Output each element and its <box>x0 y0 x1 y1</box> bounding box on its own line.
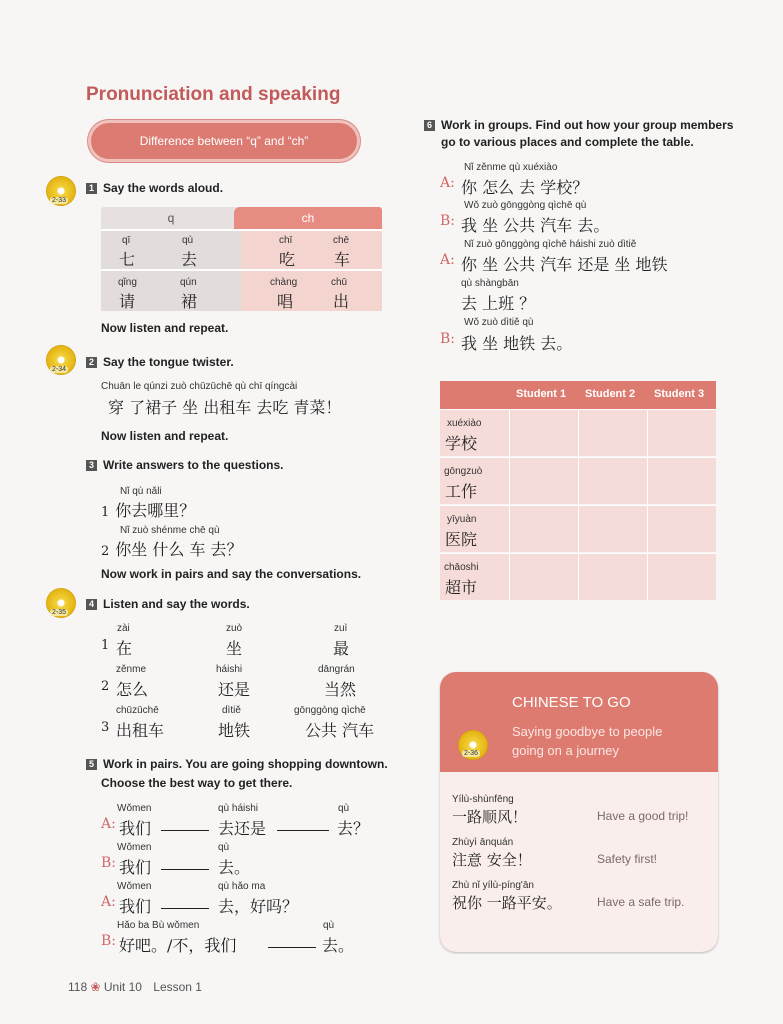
lesson-label: Lesson 1 <box>153 980 202 994</box>
page-number: 118 <box>68 980 88 994</box>
ex1-after: Now listen and repeat. <box>101 321 229 335</box>
line-hanzi: 好吧。/不，我们 <box>119 936 237 955</box>
word-pinyin: zuì <box>334 623 348 634</box>
word-hanzi: 出租车 <box>116 721 165 740</box>
track-label: 2-36 <box>464 750 479 757</box>
ex3-after: Now work in pairs and say the conversations. <box>101 567 362 581</box>
phrase-english: Safety first! <box>597 852 658 866</box>
line-hanzi: 去，好吗？ <box>218 897 299 916</box>
dialog-hanzi: 你 怎么 去 学校？ <box>461 178 589 197</box>
word-hanzi: 在 <box>116 639 133 658</box>
speaker-label: A: <box>440 252 455 268</box>
line-pinyin: qù <box>323 920 335 931</box>
speaker-label: B: <box>440 213 456 229</box>
speaker-label: B: <box>101 855 117 871</box>
table-row <box>440 505 716 552</box>
table-cell[interactable] <box>509 458 578 505</box>
line-pinyin: qù <box>338 803 350 814</box>
track-label: 2-34 <box>52 366 67 373</box>
line-pinyin: qù hǎo ma <box>218 881 266 892</box>
dialog-hanzi: 我 坐 公共 汽车 去。 <box>461 216 610 235</box>
table-cell[interactable] <box>578 554 647 601</box>
ctg-subtitle: Saying goodbye to people <box>512 724 663 739</box>
word-pinyin: chū <box>331 277 348 288</box>
word-hanzi: 请 <box>119 292 136 311</box>
row-pinyin: gōngzuò <box>444 466 483 477</box>
table-cell[interactable] <box>578 458 647 505</box>
speaker-label: A: <box>440 175 455 191</box>
word-hanzi: 唱 <box>277 292 294 311</box>
flower-icon: ❀ <box>90 980 101 994</box>
word-hanzi: 七 <box>119 250 136 269</box>
tab-ch: ch <box>234 207 382 229</box>
word-pinyin: zài <box>117 623 130 634</box>
table-cell[interactable] <box>509 554 578 601</box>
row-hanzi: 学校 <box>445 434 478 453</box>
phrase-pinyin: Yílù-shùnfēng <box>452 794 514 805</box>
dialog-pinyin: Wǒ zuò dìtiě qù <box>464 317 534 328</box>
exercise-1-instruction: 1 Say the words aloud. <box>86 181 223 195</box>
row-pinyin: yīyuàn <box>447 514 477 525</box>
phrase-pinyin: Zhùyì ānquán <box>452 837 514 848</box>
row-pinyin: xuéxiào <box>447 418 482 429</box>
word-pinyin: chàng <box>270 277 298 288</box>
line-hanzi: 去？ <box>337 819 370 838</box>
phrase-english: Have a safe trip. <box>597 895 685 909</box>
phrase-hanzi: 一路顺风！ <box>452 808 528 826</box>
word-hanzi: 出 <box>333 292 350 311</box>
ctg-phrases <box>440 772 718 952</box>
exercise-6-instruction: 6 Work in groups. Find out how your group members <box>424 118 733 132</box>
row-hanzi: 医院 <box>445 530 478 549</box>
phrase-hanzi: 注意 安全！ <box>452 851 532 869</box>
track-label: 2-33 <box>52 197 67 204</box>
line-pinyin: Wǒmen <box>117 842 152 853</box>
row-number: 2 <box>101 679 110 694</box>
phrase-english: Have a good trip! <box>597 809 689 823</box>
word-pinyin: gōnggòng qìchē <box>294 705 366 716</box>
word-pinyin: zuò <box>226 623 243 634</box>
word-pinyin: chūzūchē <box>116 705 159 716</box>
q1: 1 你去哪里？ <box>101 501 196 520</box>
word-pinyin: dāngrán <box>318 664 355 675</box>
word-pinyin: chī <box>279 235 293 246</box>
table-cell[interactable] <box>509 506 578 553</box>
row-pinyin: chāoshi <box>444 562 479 573</box>
word-hanzi: 公共 汽车 <box>305 721 375 740</box>
row-hanzi: 工作 <box>445 482 478 501</box>
ctg-title: CHINESE TO GO <box>512 694 631 711</box>
page-title: Pronunciation and speaking <box>86 84 341 105</box>
exercise-6-instruction-2: go to various places and complete the table. <box>441 135 694 149</box>
word-hanzi: 还是 <box>218 680 251 699</box>
blank-line[interactable] <box>161 908 209 909</box>
ch-cell-row1 <box>241 229 382 269</box>
word-pinyin: qù <box>182 235 194 246</box>
word-pinyin: qǐng <box>118 277 137 288</box>
table-cell[interactable] <box>578 410 647 457</box>
word-hanzi: 坐 <box>226 639 243 658</box>
blank-line[interactable] <box>161 830 209 831</box>
word-hanzi: 地铁 <box>218 721 251 740</box>
table-cell[interactable] <box>647 554 716 601</box>
table-row <box>440 457 716 504</box>
line-pinyin: Hǎo ba Bù wǒmen <box>117 920 200 931</box>
exercise-4-instruction: 4 Listen and say the words. <box>86 597 250 611</box>
word-hanzi: 当然 <box>324 680 357 699</box>
dialog-hanzi: 你 坐 公共 汽车 还是 坐 地铁 <box>461 255 668 274</box>
section-pill: Difference between “q” and “ch” <box>88 120 360 162</box>
exercise-5-instruction: 5 Work in pairs. You are going shopping downtown. <box>86 757 388 771</box>
column-header: Student 1 <box>516 388 567 400</box>
exercise-3-instruction: 3 Write answers to the questions. <box>86 458 283 472</box>
column-header: Student 2 <box>585 388 636 400</box>
track-label: 2-35 <box>52 609 67 616</box>
word-hanzi: 去 <box>181 250 198 269</box>
speaker-label: B: <box>440 331 456 347</box>
word-hanzi: 怎么 <box>116 680 149 699</box>
table-header <box>440 381 716 409</box>
dialog-hanzi: 我 坐 地铁 去。 <box>461 334 573 353</box>
table-cell[interactable] <box>647 458 716 505</box>
twister-hanzi: 穿 了裙子 坐 出租车 去吃 青菜！ <box>108 398 342 417</box>
ctg-subtitle-2: going on a journey <box>512 743 619 758</box>
blank-line[interactable] <box>277 830 329 831</box>
blank-line[interactable] <box>161 869 209 870</box>
q2: 2 你坐 什么 车 去？ <box>101 540 243 559</box>
line-hanzi: 我们 <box>119 858 152 877</box>
unit-label: Unit 10 <box>103 980 142 994</box>
q2-pinyin: Nǐ zuò shénme chē qù <box>120 525 220 536</box>
line-pinyin: qù háishi <box>218 803 259 814</box>
word-hanzi: 吃 <box>279 250 296 269</box>
speaker-label: A: <box>101 894 116 910</box>
table-cell[interactable] <box>578 506 647 553</box>
phrase-hanzi: 祝你 一路平安。 <box>452 894 562 912</box>
line-pinyin: qù <box>218 842 230 853</box>
word-pinyin: qún <box>180 277 197 288</box>
phrase-pinyin: Zhù nǐ yílù-píng'ān <box>452 880 534 891</box>
dialog-pinyin: qù shàngbān <box>461 278 519 289</box>
dialog-pinyin: Wǒ zuò gōnggòng qìchē qù <box>464 200 587 211</box>
table-row <box>440 409 716 456</box>
word-hanzi: 最 <box>333 639 350 658</box>
tab-q: q <box>101 207 241 229</box>
line-pinyin: Wǒmen <box>117 881 152 892</box>
row-hanzi: 超市 <box>445 578 478 597</box>
chinese-to-go-box <box>440 672 718 952</box>
table-cell[interactable] <box>647 506 716 553</box>
speaker-label: B: <box>101 933 117 949</box>
word-pinyin: háishi <box>216 664 243 675</box>
dialog-pinyin: Nǐ zěnme qù xuéxiào <box>464 162 558 173</box>
ch-cell-row2 <box>241 269 382 311</box>
dialog-pinyin: Nǐ zuò gōnggòng qìchē háishi zuò dìtiě <box>464 239 637 250</box>
row-number: 3 <box>101 720 110 735</box>
ex2-after: Now listen and repeat. <box>101 429 229 443</box>
line-hanzi: 去还是 <box>218 819 267 838</box>
word-pinyin: zěnme <box>116 664 147 675</box>
line-pinyin: Wǒmen <box>117 803 152 814</box>
exercise-5-instruction-2: Choose the best way to get there. <box>101 776 293 790</box>
line-hanzi: 去。 <box>218 858 251 877</box>
row-number: 1 <box>101 638 110 653</box>
word-pinyin: qī <box>122 235 131 246</box>
line-hanzi: 我们 <box>119 819 152 838</box>
word-hanzi: 裙 <box>181 292 198 311</box>
table-row <box>440 553 716 600</box>
column-header: Student 3 <box>654 388 705 400</box>
word-hanzi: 车 <box>334 250 351 269</box>
page-footer <box>68 980 202 994</box>
q1-pinyin: Nǐ qù nǎli <box>120 486 162 497</box>
word-pinyin: chē <box>333 235 350 246</box>
line-hanzi: 去。 <box>322 936 355 955</box>
table-cell[interactable] <box>509 410 578 457</box>
blank-line[interactable] <box>268 947 316 948</box>
word-pinyin: dìtiě <box>222 705 241 716</box>
exercise-2-instruction: 2 Say the tongue twister. <box>86 355 234 369</box>
dialog-hanzi: 去 上班 ？ <box>461 294 536 313</box>
line-hanzi: 我们 <box>119 897 152 916</box>
table-cell[interactable] <box>647 410 716 457</box>
speaker-label: A: <box>101 816 116 832</box>
twister-pinyin: Chuān le qúnzi zuò chūzūchē qù chī qíngcài <box>101 381 298 392</box>
